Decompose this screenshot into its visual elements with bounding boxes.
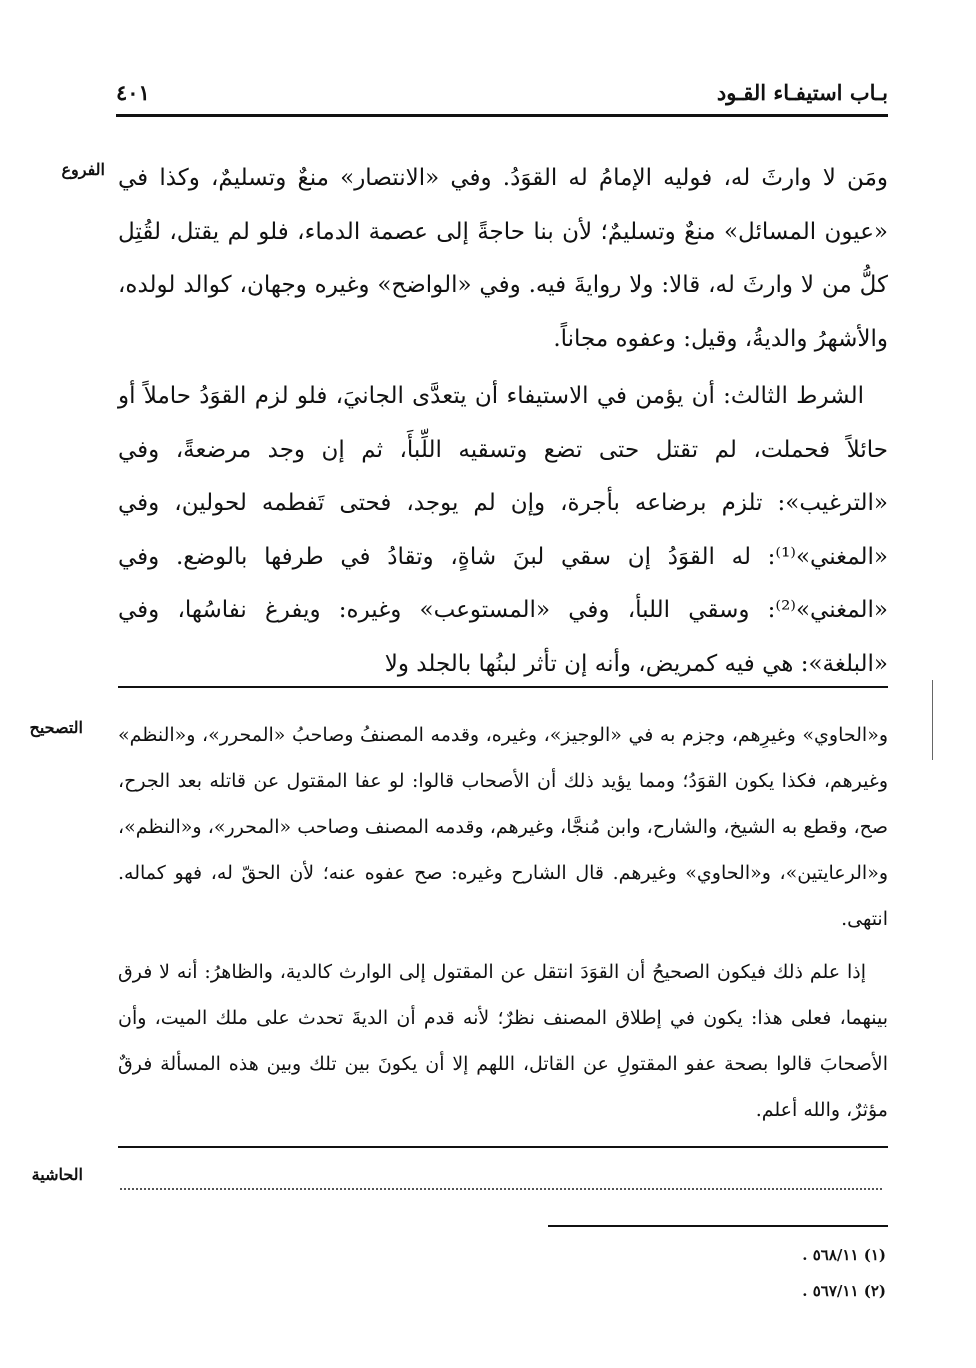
running-header xyxy=(116,80,888,116)
chapter-title: بـاب استيفـاء القـود xyxy=(716,80,888,105)
furu-paragraph: ومَن لا وارثَ له، فوليه الإمامُ له القوَدُ. وفي «الانتصار» منعٌ وتسليمٌ، وكذا في «عيون المسائل» منعٌ وتسليمٌ؛ لأن بنا حاجةً إلى عصمة الدماء، فلو لم يقتل، لقُتِل كلُّ من لا وارثَ له، قالا: ولا روايةَ فيه. وفي «الواضح» وغيره وجهان، كوالد لولده، والأشهرُ والديةُ، وقيل: وعفوه مجاناً. xyxy=(118,165,888,352)
footnote: (٢) ٥٦٧/١١ . xyxy=(802,1282,886,1300)
tashih-label: التصحيح xyxy=(29,718,83,737)
page-number: ٤٠١ xyxy=(116,80,150,105)
tashih-text xyxy=(118,712,888,1133)
hashiya-label: الحاشية xyxy=(31,1165,83,1184)
footnote-rule xyxy=(548,1225,888,1227)
furu-label: الفروع xyxy=(61,160,105,179)
footnote: (١) ٥٦٨/١١ . xyxy=(802,1246,886,1264)
header-rule xyxy=(116,114,888,117)
furu-text xyxy=(118,152,888,691)
section-divider xyxy=(118,686,888,688)
section-divider xyxy=(118,1146,888,1148)
margin-line xyxy=(932,680,933,760)
tashih-paragraph: و«الحاوي» وغيرِهم، وجزم به في «الوجيز»، وغيره، وقدمه المصنفُ وصاحبُ «المحرر»، و«النظم» وغيرهم، فكذا يكون القوَدُ؛ ومما يؤيد ذلك أن الأصحاب قالوا: لو عفا المقتول عن قاتله بعد الجرح، صح، وقطع به الشيخ، والشارح، وابن مُنجَّا، وغيرهم، وقدمه المصنف وصاحب «المحرر»، و«النظم»، و«الرعايتين»، و«الحاوي» وغيرهم. قال الشارح وغيره: صح عفوه عنه؛ لأن الحقّ له، فهو كماله. انتهى. xyxy=(118,724,888,930)
hashiya-dotted-line xyxy=(120,1188,882,1190)
furu-paragraph: الشرط الثالث: أن يؤمن في الاستيفاء أن يتعدَّى الجانيَ، فلو لزم القوَدُ حاملاً أو حائلاً فحملت، لم تقتل حتى تضع وتسقيه اللِّبأَ، ثم إن وجد مرضعةً، وفي «الترغيب»: تلزم برضاعه بأجرة، وإن لم يوجد، فحتى تَفطمه لحولين، وفي «المغني»⁽¹⁾: له القوَدُ إن سقي لبنَ شاةٍ، وتقادُ في طرفها بالوضع. وفي «المغني»⁽²⁾: وسقي اللبأ، وفي «المستوعب» وغيره: ويفرغ نفاسُها، وفي «البلغة»: هي فيه كمريض، وأنه إن تأثر لبنُها بالجلد ولا xyxy=(118,383,888,677)
tashih-paragraph: إذا علم ذلك فيكون الصحيحُ أن القوَدَ انتقل عن المقتول إلى الوارث كالدية، والظاهرُ: أنه لا فرق بينهما، فعلى هذا: يكون في إطلاق المصنف نظرٌ؛ لأنه قدم أن الديةَ تحدث على ملك الميت، وأن الأصحابَ قالوا بصحة عفو المقتولِ عن القاتل، اللهم إلا أن يكونَ بين تلك وبين هذه المسألة فرقٌ مؤثرٌ، والله أعلم. xyxy=(118,961,888,1121)
